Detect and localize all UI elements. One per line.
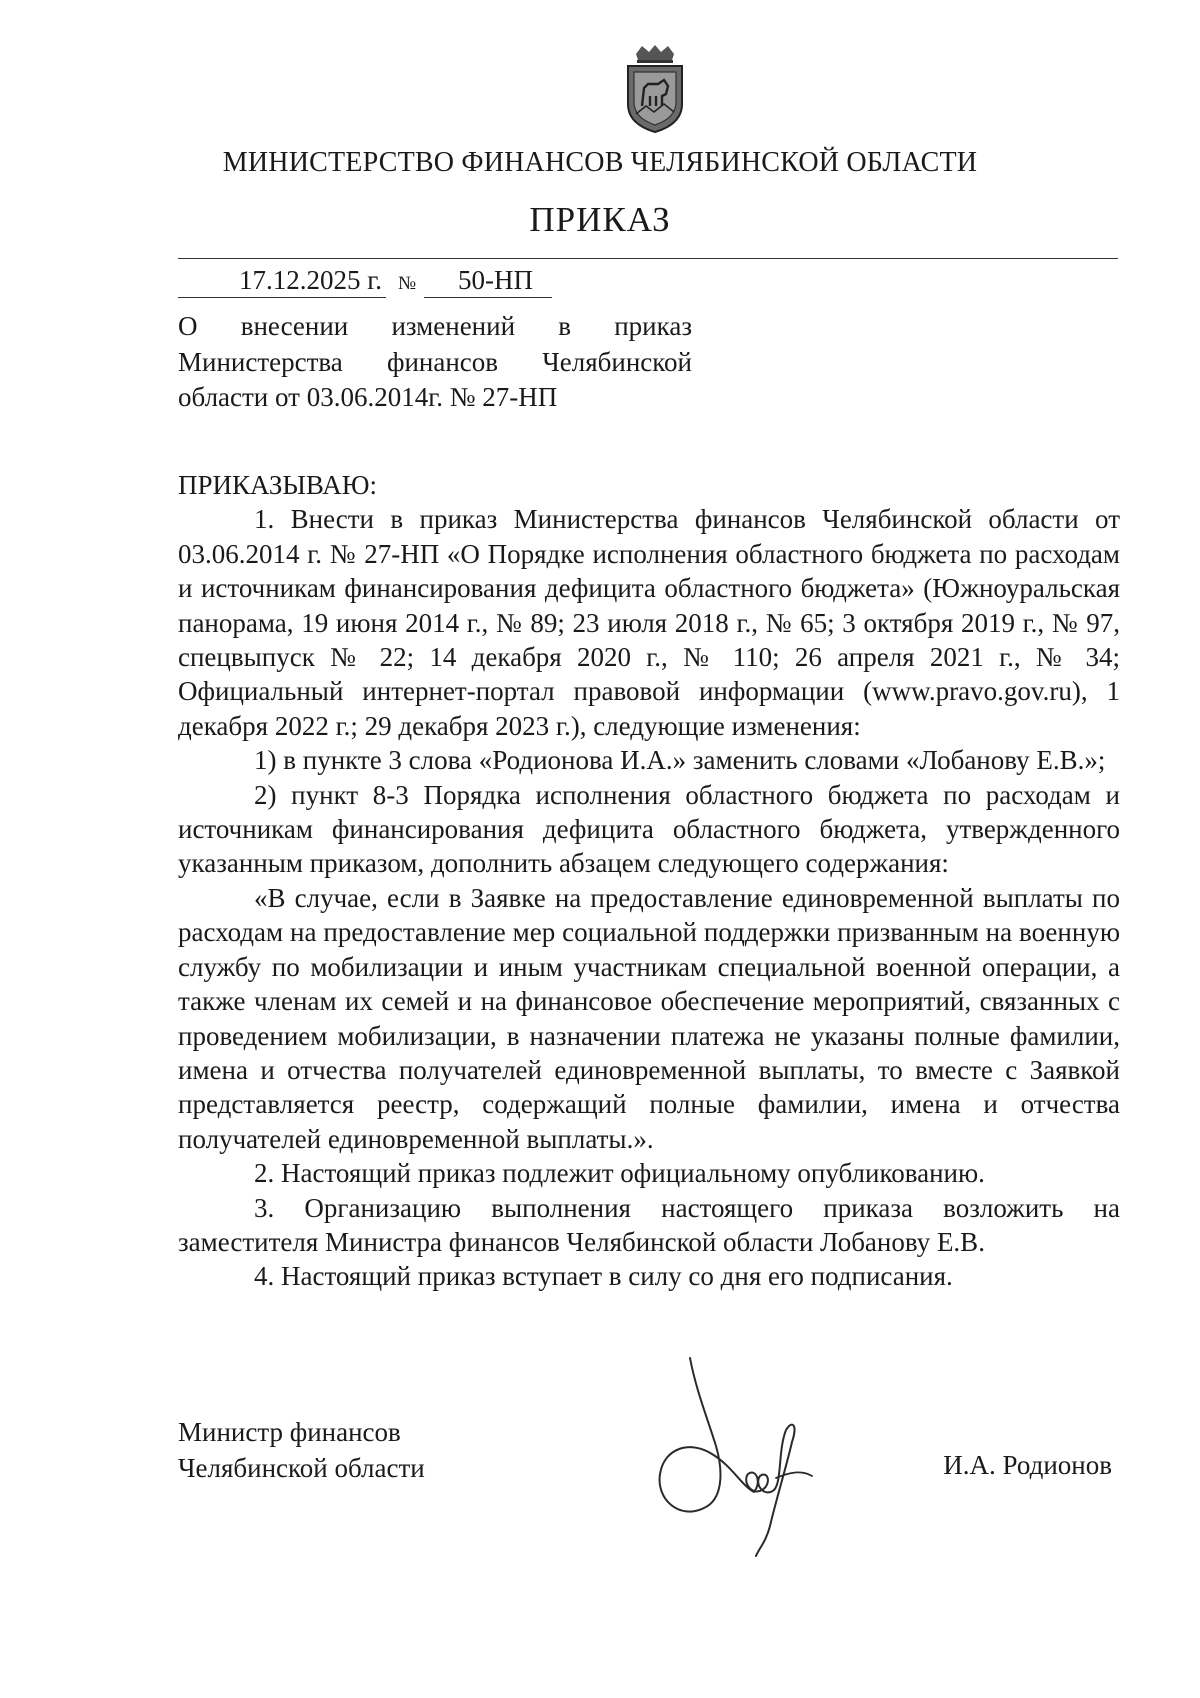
body-paragraph: 3. Организацию выполнения настоящего приказа возложить на заместителя Министра финансов Челябинской области Лобанову Е.В. (178, 1192, 1120, 1257)
body-paragraph: 1) в пункте 3 слова «Родионова И.А.» заменить словами «Лобанову Е.В.»; (254, 745, 1106, 776)
order-date: 17.12.2025 г. (178, 263, 386, 298)
number-sign: № (398, 273, 417, 294)
signer-position-line: Челябинской области (178, 1453, 425, 1483)
document-type: ПРИКАЗ (529, 200, 671, 239)
body-paragraph: 2) пункт 8-3 Порядка исполнения областного бюджета по расходам и источникам финансирования дефицита областного бюджета, утвержденного указанным приказом, дополнить абзацем следующего содержания: (178, 779, 1120, 879)
body-paragraph: «В случае, если в Заявке на предоставление единовременной выплаты по расходам на предоставление мер социальной поддержки призванным на военную службу по мобилизации и иным участникам специальной военной операции, а также членам их семей и на финансовое обеспечение мероприятий, связанных с проведением мобилизации, в назначении платежа не указаны полные фамилии, имена и отчества получателей единовременной выплаты, то вместе с Заявкой представляется реестр, содержащий полные фамилии, имена и отчества получателей единовременной выплаты.». (178, 882, 1120, 1154)
chelyabinsk-coat-of-arms-icon (622, 44, 688, 134)
order-number: 50-НП (424, 263, 552, 298)
body-paragraph: 2. Настоящий приказ подлежит официальному опубликованию. (254, 1158, 985, 1189)
body-paragraph: 4. Настоящий приказ вступает в силу со дня его подписания. (254, 1261, 953, 1292)
handwritten-signature-icon (650, 1350, 820, 1560)
body-paragraph: 1. Внести в приказ Министерства финансов Челябинской области от 03.06.2014 г. № 27-НП «О Порядке исполнения областного бюджета по расходам и источникам финансирования дефицита областного бюджета» (Южноуральская панорама, 19 июня 2014 г., № 89; 23 июля 2018 г., № 65; 3 октября 2019 г., № 97, спецвыпуск № 22; 14 декабря 2020 г., № 110; 26 апреля 2021 г., № 34; Официальный интернет-портал правовой информации (www.pravo.gov.ru), 1 декабря 2022 г.; 29 декабря 2023 г.), следующие изменения: (178, 504, 1120, 741)
order-body (178, 468, 1120, 1294)
header-rule (178, 258, 1118, 259)
signer-position-line: Министр финансов (178, 1417, 401, 1447)
ministry-name: МИНИСТЕРСТВО ФИНАНСОВ ЧЕЛЯБИНСКОЙ ОБЛАСТИ (222, 147, 978, 178)
signer-name: И.А. Родионов (943, 1450, 1112, 1480)
order-subject: О внесении изменений в приказ Министерства финансов Челябинской области от 03.06.2014г. № 27-НП (178, 311, 692, 412)
signer-position (178, 1414, 425, 1486)
order-word: ПРИКАЗЫВАЮ: (178, 470, 377, 500)
